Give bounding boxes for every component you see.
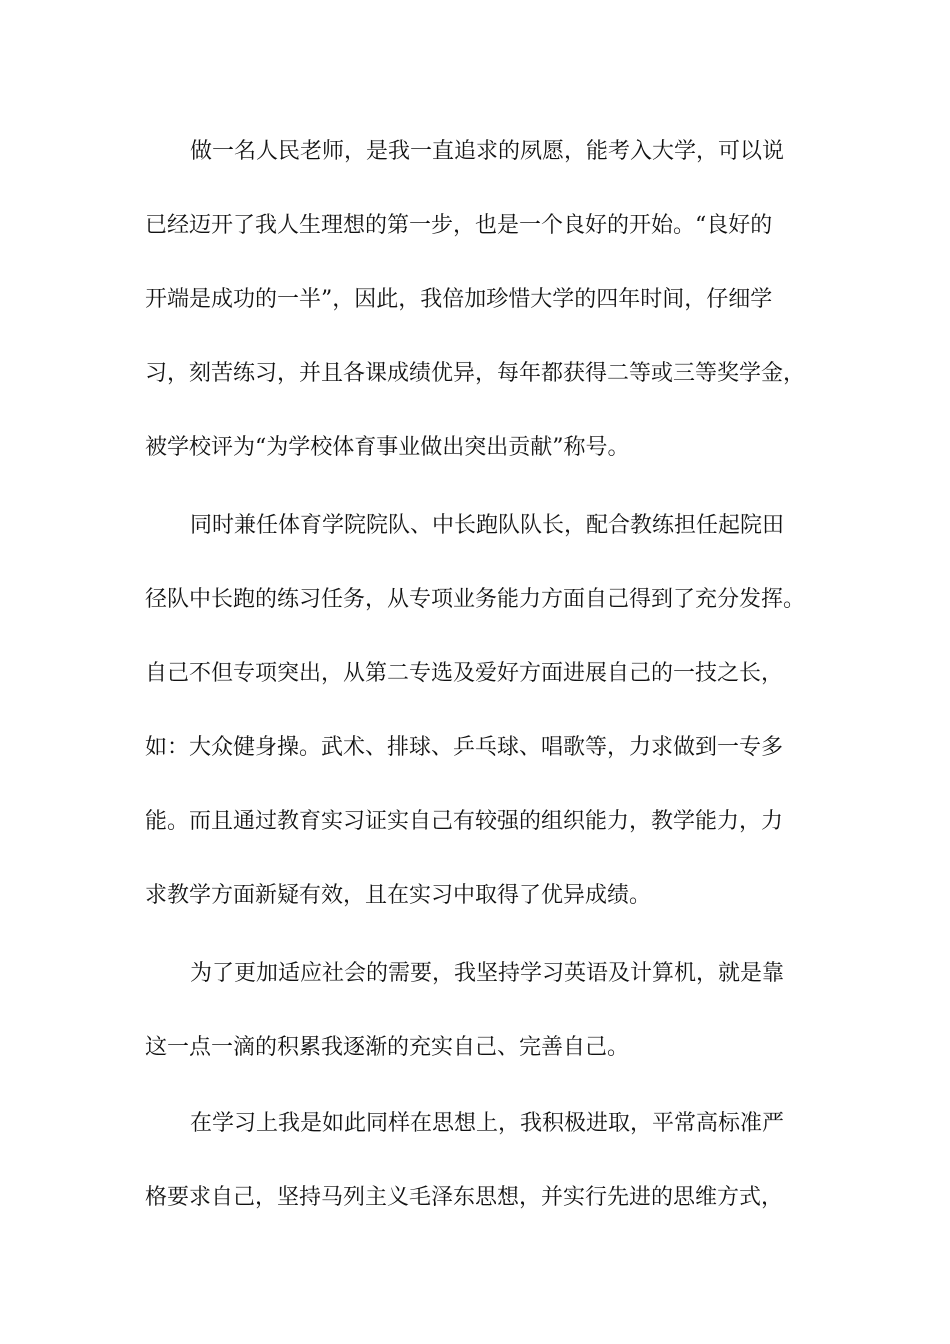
text-line: 能。而且通过教育实习证实自己有较强的组织能力，教学能力，力 <box>145 809 784 834</box>
text-line: 已经迈开了我人生理想的第一步，也是一个良好的开始。“良好的 <box>145 213 773 238</box>
text-line: 做一名人民老师，是我一直追求的夙愿，能考入大学，可以说 <box>190 139 785 164</box>
text-line: 自己不但专项突出，从第二专选及爱好方面进展自己的一技之长， <box>145 661 784 686</box>
text-line: 在学习上我是如此同样在思想上，我积极进取，平常高标准严 <box>190 1111 785 1136</box>
text-line: 同时兼任体育学院院队、中长跑队队长，配合教练担任起院田 <box>190 513 785 538</box>
text-line: 径队中长跑的练习任务，从专项业务能力方面自己得到了充分发挥。 <box>145 587 806 612</box>
text-line: 习，刻苦练习，并且各课成绩优异，每年都获得二等或三等奖学金， <box>145 361 806 386</box>
text-line: 这一点一滴的积累我逐渐的充实自己、完善自己。 <box>145 1035 630 1060</box>
text-line: 求教学方面新疑有效，且在实习中取得了优异成绩。 <box>145 883 652 908</box>
text-line: 开端是成功的一半”，因此，我倍加珍惜大学的四年时间，仔细学 <box>145 287 773 312</box>
text-line: 被学校评为“为学校体育事业做出突出贡献”称号。 <box>145 435 630 460</box>
text-line: 格要求自己，坚持马列主义毛泽东思想，并实行先进的思维方式， <box>145 1185 784 1210</box>
text-line: 如：大众健身操。武术、排球、乒乓球、唱歌等，力求做到一专多 <box>145 735 784 760</box>
text-line: 为了更加适应社会的需要，我坚持学习英语及计算机，就是靠 <box>190 961 785 986</box>
